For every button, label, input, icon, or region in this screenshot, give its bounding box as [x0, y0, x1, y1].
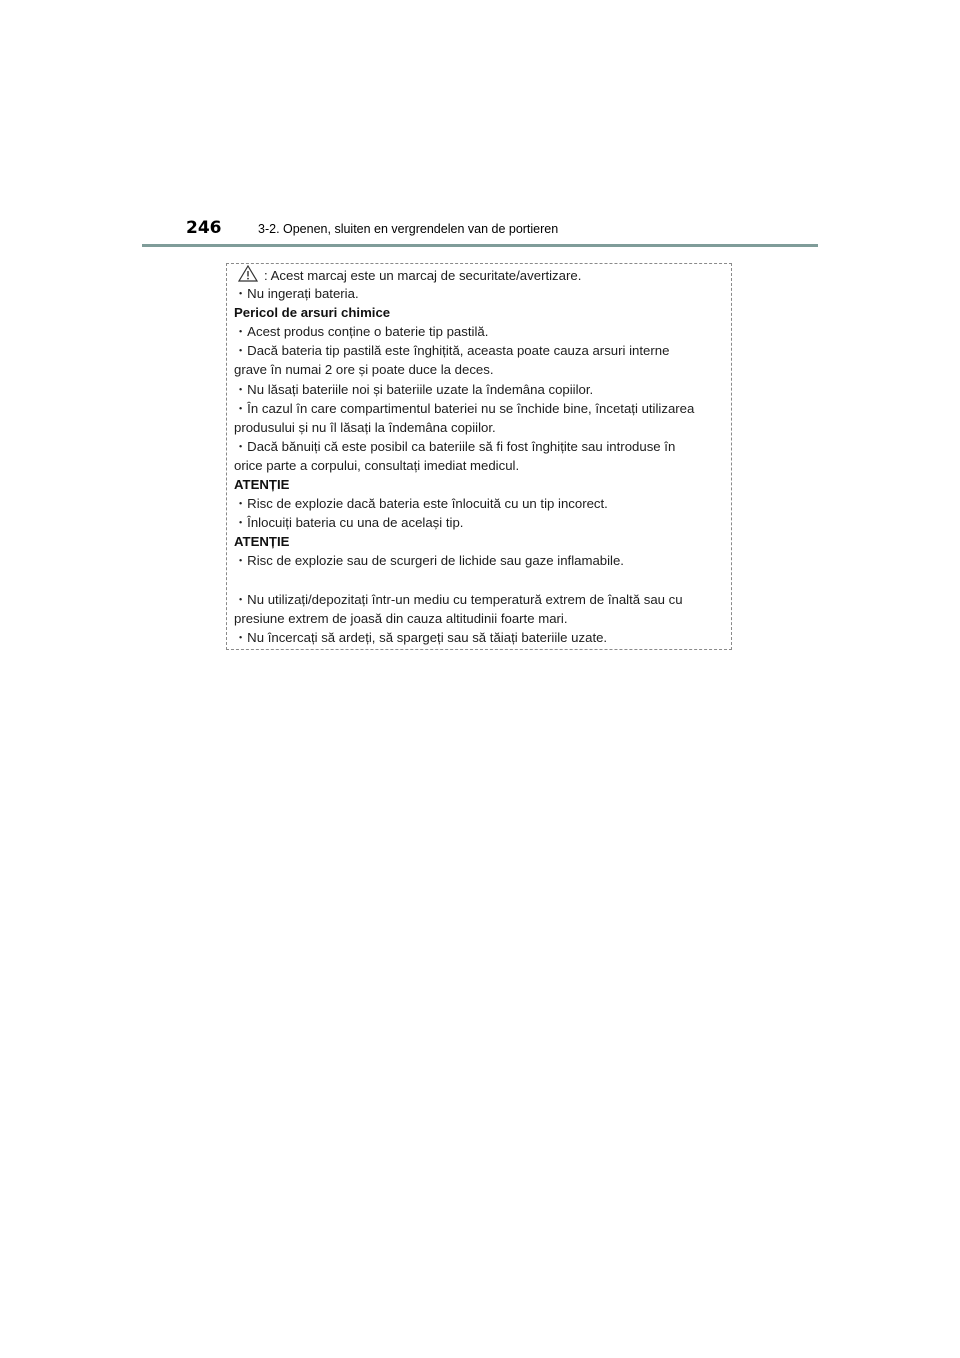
section-title: 3-2. Openen, sluiten en vergrendelen van de portieren — [258, 222, 559, 236]
warning-line-6: grave în numai 2 ore și poate duce la deces. — [234, 362, 494, 378]
warning-line-11: orice parte a corpului, consultați imediat medicul. — [234, 457, 520, 473]
warning-box-content — [234, 265, 730, 647]
warning-line-8: ・În cazul în care compartimentul bateriei nu se închide bine, încetați utilizarea — [234, 400, 695, 416]
warning-line-10: ・Dacă bănuiți că este posibil ca bateriile să fi fost înghițite sau introduse în — [234, 438, 676, 454]
warning-line-16: ・Risc de explozie sau de scurgeri de lichide sau gaze inflamabile. — [234, 553, 624, 569]
warning-heading-chemical-burns: Pericol de arsuri chimice — [234, 305, 391, 321]
warning-line-20: ・Nu încercați să ardeți, să spargeți sau să tăiați bateriile uzate. — [234, 629, 608, 645]
warning-line-14: ・Înlocuiți bateria cu una de același tip. — [234, 515, 464, 531]
warning-line-5: ・Dacă bateria tip pastilă este înghițită, aceasta poate cauza arsuri interne — [234, 343, 670, 359]
warning-line-1: : Acest marcaj este un marcaj de securitate/avertizare. — [234, 265, 730, 284]
warning-line-2: ・Nu ingerați bateria. — [234, 286, 359, 302]
warning-blank-line — [234, 571, 730, 590]
warning-line-18: ・Nu utilizați/depozitați într-un mediu cu temperatură extrem de înaltă sau cu — [234, 591, 683, 607]
warning-line-4: ・Acest produs conține o baterie tip pastilă. — [234, 324, 489, 340]
warning-triangle-icon — [238, 265, 258, 282]
warning-line-13: ・Risc de explozie dacă bateria este înlocuită cu un tip incorect. — [234, 496, 608, 512]
page-number: 246 — [186, 218, 222, 238]
warning-heading-attention-1: ATENȚIE — [234, 477, 290, 493]
header-rule — [142, 244, 818, 247]
warning-line-9: produsului și nu îl lăsați la îndemâna copiilor. — [234, 419, 496, 435]
warning-heading-attention-2: ATENȚIE — [234, 534, 290, 550]
warning-line-7: ・Nu lăsați bateriile noi și bateriile uzate la îndemâna copiilor. — [234, 381, 594, 397]
warning-line-19: presiune extrem de joasă din cauza altitudinii foarte mari. — [234, 610, 568, 626]
